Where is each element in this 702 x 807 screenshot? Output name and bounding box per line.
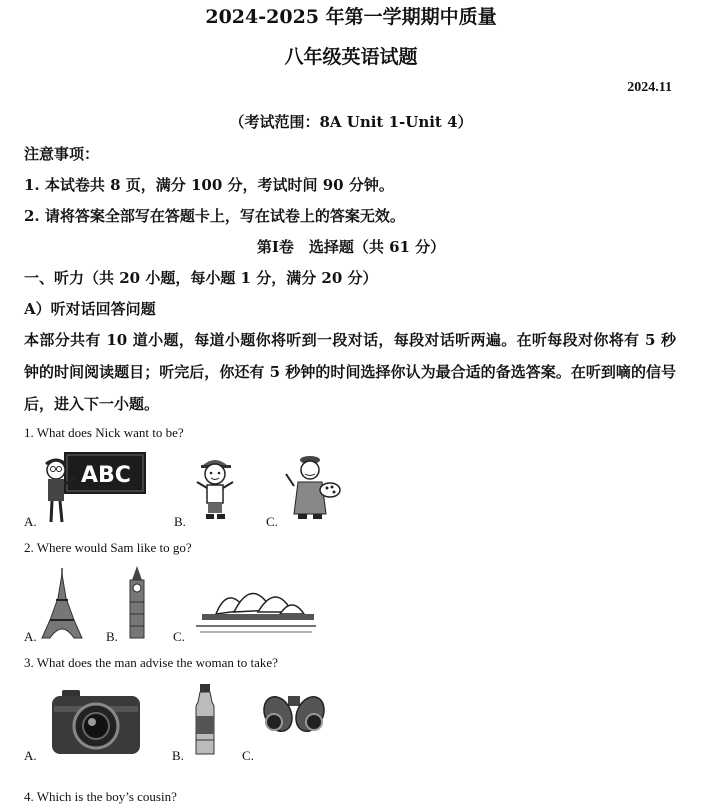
painter-with-palette-image xyxy=(284,452,342,522)
q2-option-a[interactable]: A. xyxy=(24,629,37,644)
q3-option-a[interactable]: A. xyxy=(24,748,37,763)
listening-section-heading: 一、听力（共 20 小题，每小题 1 分，满分 20 分） xyxy=(24,269,378,287)
eiffel-tower-image xyxy=(40,568,84,640)
q1-option-b[interactable]: B. xyxy=(174,514,186,529)
question-4-text: 4. Which is the boy’s cousin? xyxy=(24,789,177,804)
q1-option-a[interactable]: A. xyxy=(24,514,37,529)
exam-subtitle: 八年级英语试题 xyxy=(284,46,418,68)
teacher-at-blackboard-image xyxy=(40,448,150,526)
sydney-opera-house-image xyxy=(196,574,316,636)
question-1-text: 1. What does Nick want to be? xyxy=(24,425,184,440)
part1-title: 第Ⅰ卷 选择题（共 61 分） xyxy=(256,238,446,256)
q3-option-b[interactable]: B. xyxy=(172,748,184,763)
camera-image xyxy=(52,686,140,756)
question-2-text: 2. Where would Sam like to go? xyxy=(24,540,192,555)
exam-date: 2024.11 xyxy=(627,80,672,95)
notes-item-1: 1. 本试卷共 8 页，满分 100 分，考试时间 90 分钟。 xyxy=(24,176,394,194)
boy-with-cap-image xyxy=(193,452,237,524)
q2-option-b[interactable]: B. xyxy=(106,629,118,644)
q3-option-c[interactable]: C. xyxy=(242,748,254,763)
blackboard-text: ABC xyxy=(81,463,131,488)
water-bottle-image xyxy=(192,684,218,756)
big-ben-image xyxy=(126,566,148,640)
exam-scope: （考试范围：8A Unit 1-Unit 4） xyxy=(229,113,473,131)
exam-title: 2024-2025 年第一学期期中质量 xyxy=(205,6,497,28)
question-3-text: 3. What does the man advise the woman to take? xyxy=(24,655,278,670)
q1-option-c[interactable]: C. xyxy=(266,514,278,529)
subsection-heading: A）听对话回答问题 xyxy=(24,300,156,318)
q2-option-c[interactable]: C. xyxy=(173,629,185,644)
binoculars-image xyxy=(264,688,324,738)
notes-heading: 注意事项： xyxy=(24,145,100,163)
notes-item-2: 2. 请将答案全部写在答题卡上，写在试卷上的答案无效。 xyxy=(24,207,405,225)
instructions-paragraph: 本部分共有 10 道小题，每道小题你将听到一段对话，每段对话听两遍。在听每段对你将有 5 秒钟的时间阅读题目；听完后，你还有 5 秒钟的时间选择你认为最合适的备选答案。在听到嘀的信号后，进入下一小题。 xyxy=(24,331,676,413)
